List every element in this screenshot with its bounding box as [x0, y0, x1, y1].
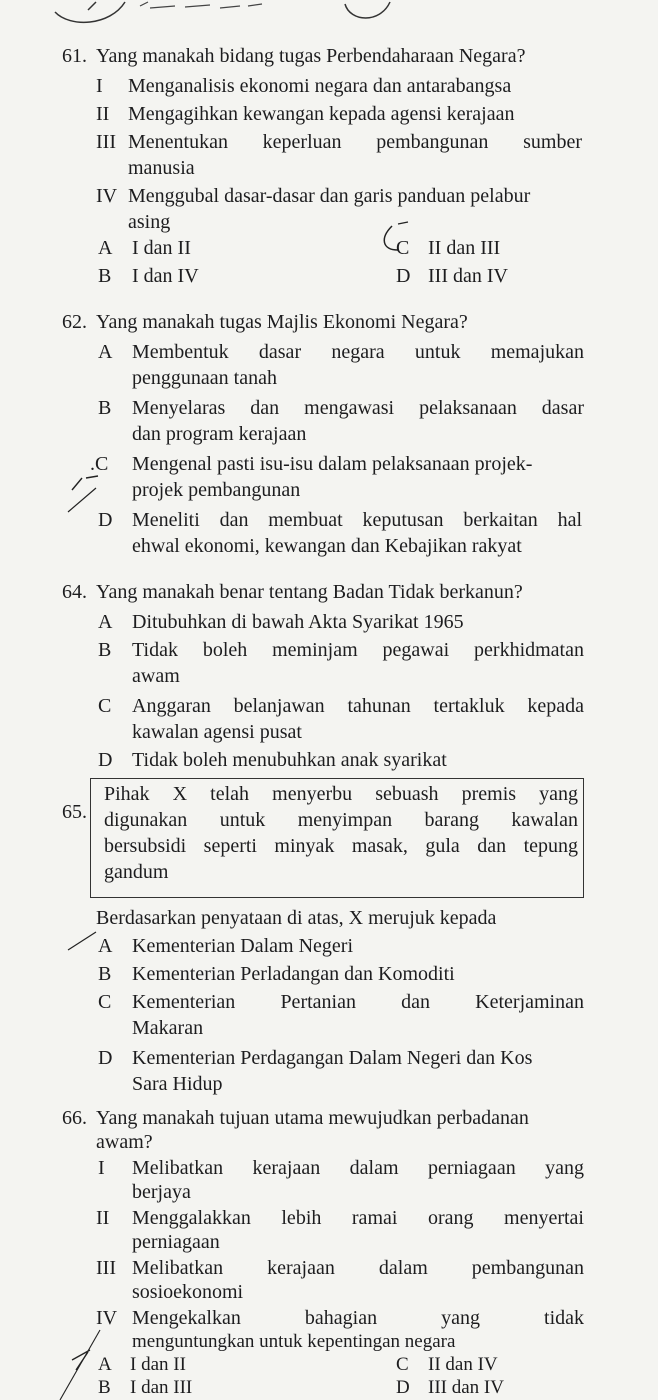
q65-number: 65. — [62, 801, 87, 823]
q65-box-line: digunakan untuk menyimpan barang kawalan — [104, 809, 578, 831]
q61-option-letter[interactable]: B — [98, 265, 112, 287]
q61-item-label: III — [96, 131, 116, 153]
answer-mark-q62 — [68, 488, 96, 512]
q62-number: 62. — [62, 311, 87, 333]
q64-option-text[interactable]: Tidak boleh meminjam pegawai perkhidmatan — [132, 639, 584, 661]
q66-item-label: II — [96, 1207, 110, 1229]
q64-option-text[interactable]: Tidak boleh menubuhkan anak syarikat — [132, 749, 447, 771]
q66-item-text-cont: berjaya — [132, 1181, 191, 1203]
q66-item-label: III — [96, 1257, 116, 1279]
q66-option-letter[interactable]: B — [98, 1377, 111, 1398]
q64-option-text[interactable]: Ditubuhkan di bawah Akta Syarikat 1965 — [132, 611, 464, 633]
q65-option-text-cont[interactable]: Makaran — [132, 1017, 204, 1039]
q66-option-letter[interactable]: A — [98, 1354, 112, 1375]
q62-option-text[interactable]: Membentuk dasar negara untuk memajukan — [132, 341, 584, 363]
q65-stem: Berdasarkan penyataan di atas, X merujuk kepada — [96, 907, 497, 929]
q65-option-letter[interactable]: C — [98, 991, 112, 1013]
q61-option-text[interactable]: I dan IV — [132, 265, 199, 287]
q61-item-text-cont: manusia — [128, 157, 195, 179]
q61-option-text[interactable]: II dan III — [428, 237, 501, 259]
q66-item-text-cont: menguntungkan untuk kepentingan negara — [132, 1331, 456, 1352]
q65-option-text[interactable]: Kementerian Perdagangan Dalam Negeri dan Kos — [132, 1047, 533, 1069]
q66-item-label: IV — [96, 1307, 118, 1329]
q66-item-text: Melibatkan kerajaan dalam pembangunan — [132, 1257, 584, 1279]
q66-stem-cont: awam? — [96, 1131, 153, 1153]
q65-option-letter[interactable]: B — [98, 963, 112, 985]
q66-number: 66. — [62, 1107, 87, 1129]
q66-item-text-cont: sosioekonomi — [132, 1281, 244, 1303]
q64-option-text-cont[interactable]: awam — [132, 665, 180, 687]
q61-item-label: II — [96, 103, 110, 125]
q61-option-letter[interactable]: C — [396, 237, 410, 259]
q64-option-letter[interactable]: A — [98, 611, 113, 633]
q61-item-text: Menentukan keperluan pembangunan sumber — [128, 131, 582, 153]
answer-mark-q65 — [68, 932, 96, 950]
q65-option-text[interactable]: Kementerian Pertanian dan Keterjaminan — [132, 991, 584, 1013]
q61-item-label: IV — [96, 185, 118, 207]
q65-option-letter[interactable]: D — [98, 1047, 113, 1069]
q61-option-letter[interactable]: D — [396, 265, 411, 287]
q66-stem: Yang manakah tujuan utama mewujudkan perbadanan — [96, 1107, 529, 1129]
q61-item-text: Menganalisis ekonomi negara dan antarabangsa — [128, 75, 512, 97]
q62-option-letter[interactable]: .C — [90, 453, 109, 475]
q64-option-letter[interactable]: B — [98, 639, 112, 661]
q61-item-text: Menggubal dasar-dasar dan garis panduan pelabur — [128, 185, 531, 207]
q66-option-letter[interactable]: C — [396, 1354, 409, 1375]
q64-stem: Yang manakah benar tentang Badan Tidak berkanun? — [96, 581, 523, 603]
q62-option-text-cont[interactable]: ehwal ekonomi, kewangan dan Kebajikan rakyat — [132, 535, 522, 557]
q61-item-text-cont: asing — [128, 211, 171, 233]
q64-option-letter[interactable]: D — [98, 749, 113, 771]
q62-option-text-cont[interactable]: penggunaan tanah — [132, 367, 277, 389]
q66-item-text: Mengekalkan bahagian yang tidak — [132, 1307, 584, 1329]
q61-number: 61. — [62, 45, 87, 67]
q64-option-text[interactable]: Anggaran belanjawan tahunan tertakluk kepada — [132, 695, 584, 717]
q64-option-letter[interactable]: C — [98, 695, 112, 717]
q61-item-text: Mengagihkan kewangan kepada agensi kerajaan — [128, 103, 515, 125]
q66-option-letter[interactable]: D — [396, 1377, 410, 1398]
q65-option-letter[interactable]: A — [98, 935, 113, 957]
q66-option-text[interactable]: I dan II — [130, 1354, 186, 1375]
q65-option-text-cont[interactable]: Sara Hidup — [132, 1073, 223, 1095]
q64-option-text-cont[interactable]: kawalan agensi pusat — [132, 721, 302, 743]
q62-option-text[interactable]: Mengenal pasti isu-isu dalam pelaksanaan projek- — [132, 453, 533, 475]
q62-option-text[interactable]: Meneliti dan membuat keputusan berkaitan hal — [132, 509, 582, 531]
q62-option-letter[interactable]: B — [98, 397, 112, 419]
q66-option-text[interactable]: I dan III — [130, 1377, 193, 1398]
q65-box-line: gandum — [104, 861, 169, 883]
q65-box-line: Pihak X telah menyerbu sebuash premis yang — [104, 783, 578, 805]
q61-option-text[interactable]: I dan II — [132, 237, 191, 259]
q66-option-text[interactable]: II dan IV — [428, 1354, 498, 1375]
q62-option-text[interactable]: Menyelaras dan mengawasi pelaksanaan dasar — [132, 397, 584, 419]
q62-option-letter[interactable]: A — [98, 341, 113, 363]
q66-item-text: Melibatkan kerajaan dalam perniagaan yang — [132, 1157, 584, 1179]
q62-option-text-cont[interactable]: projek pembangunan — [132, 479, 301, 501]
q61-option-text[interactable]: III dan IV — [428, 265, 508, 287]
q66-item-text-cont: perniagaan — [132, 1231, 220, 1253]
q61-option-letter[interactable]: A — [98, 237, 113, 259]
q65-option-text[interactable]: Kementerian Perladangan dan Komoditi — [132, 963, 455, 985]
q66-item-label: I — [98, 1157, 105, 1179]
q61-stem: Yang manakah bidang tugas Perbendaharaan Negara? — [96, 45, 526, 67]
q65-option-text[interactable]: Kementerian Dalam Negeri — [132, 935, 354, 957]
q66-item-text: Menggalakkan lebih ramai orang menyertai — [132, 1207, 584, 1229]
q62-stem: Yang manakah tugas Majlis Ekonomi Negara? — [96, 311, 468, 333]
q64-number: 64. — [62, 581, 87, 603]
q66-option-text[interactable]: III dan IV — [428, 1377, 504, 1398]
q62-option-text-cont[interactable]: dan program kerajaan — [132, 423, 307, 445]
q62-option-letter[interactable]: D — [98, 509, 113, 531]
q65-box-line: bersubsidi seperti minyak masak, gula dan tepung — [104, 835, 578, 857]
q61-item-label: I — [96, 75, 103, 97]
